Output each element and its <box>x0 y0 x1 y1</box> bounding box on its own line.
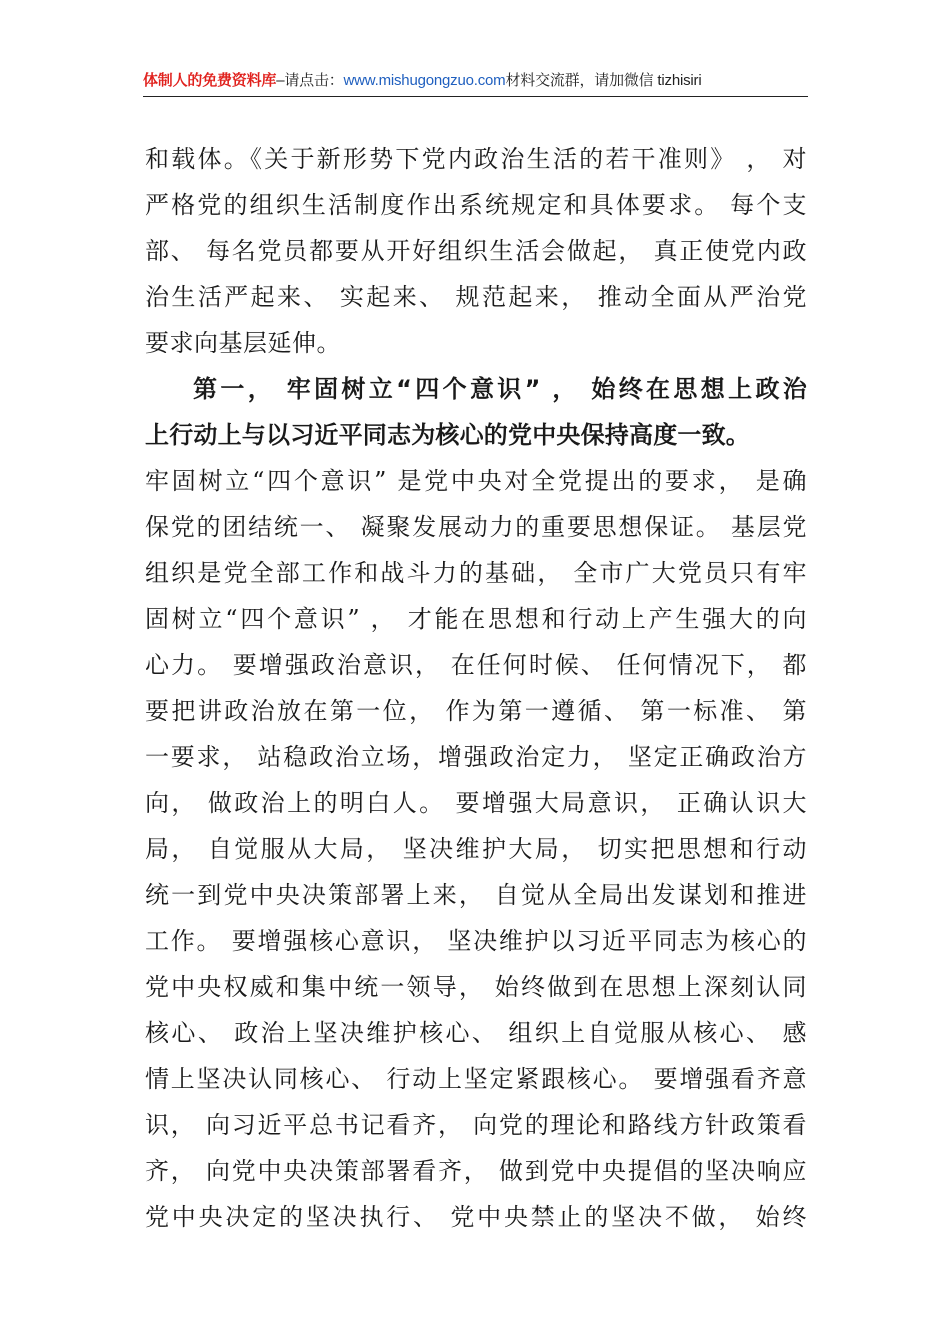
text-line: 严格党的组织生活制度作出系统规定和具体要求。 每个支 <box>145 191 807 219</box>
text-line: 牢固树立“四个意识” 是党中央对全党提出的要求， 是确 <box>145 467 807 495</box>
text-line: 部、 每名党员都要从开好组织生活会做起， 真正使党内政 <box>145 237 807 265</box>
header-note: 材料交流群，请加微信 tizhisiri <box>505 72 702 89</box>
text-line: 情上坚决认同核心、 行动上坚定紧跟核心。 要增强看齐意 <box>145 1065 807 1093</box>
section-heading-line: 第一， 牢固树立“四个意识” ， 始终在思想上政治 <box>193 375 807 403</box>
header-url-link[interactable]: www.mishugongzuo.com <box>343 72 506 89</box>
text-line: 党中央权威和集中统一领导， 始终做到在思想上深刻认同 <box>145 973 807 1001</box>
text-line: 和载体。《关于新形势下党内政治生活的若干准则》 ， 对 <box>145 145 807 173</box>
text-line: 一要求， 站稳政治立场，增强政治定力， 坚定正确政治方 <box>145 743 807 771</box>
text-line: 局， 自觉服从大局， 坚决维护大局， 切实把思想和行动 <box>145 835 807 863</box>
text-line: 识， 向习近平总书记看齐， 向党的理论和路线方针政策看 <box>145 1111 807 1139</box>
text-line: 要求向基层延伸。 <box>145 329 341 357</box>
text-line: 向， 做政治上的明白人。 要增强大局意识， 正确认识大 <box>145 789 807 817</box>
text-line: 心力。 要增强政治意识， 在任何时候、 任何情况下， 都 <box>145 651 807 679</box>
text-line: 保党的团结统一、 凝聚发展动力的重要思想保证。 基层党 <box>145 513 807 541</box>
section-heading-line: 上行动上与以习近平同志为核心的党中央保持高度一致。 <box>145 421 750 449</box>
text-line: 核心、 政治上坚决维护核心、 组织上自觉服从核心、 感 <box>145 1019 807 1047</box>
header-brand: 体制人的免费资料库 <box>143 72 277 89</box>
text-line: 统一到党中央决策部署上来， 自觉从全局出发谋划和推进 <box>145 881 807 909</box>
page-header <box>143 70 808 97</box>
header-prompt: –请点击： <box>276 72 344 89</box>
text-line: 工作。 要增强核心意识， 坚决维护以习近平同志为核心的 <box>145 927 807 955</box>
text-line: 齐， 向党中央决策部署看齐， 做到党中央提倡的坚决响应 <box>145 1157 807 1185</box>
text-line: 党中央决定的坚决执行、 党中央禁止的坚决不做， 始终 <box>145 1203 807 1231</box>
document-body <box>145 136 807 1240</box>
text-line: 要把讲政治放在第一位， 作为第一遵循、 第一标准、 第 <box>145 697 807 725</box>
text-line: 组织是党全部工作和战斗力的基础， 全市广大党员只有牢 <box>145 559 807 587</box>
text-line: 固树立“四个意识” ， 才能在思想和行动上产生强大的向 <box>145 605 807 633</box>
text-line: 治生活严起来、 实起来、 规范起来， 推动全面从严治党 <box>145 283 807 311</box>
